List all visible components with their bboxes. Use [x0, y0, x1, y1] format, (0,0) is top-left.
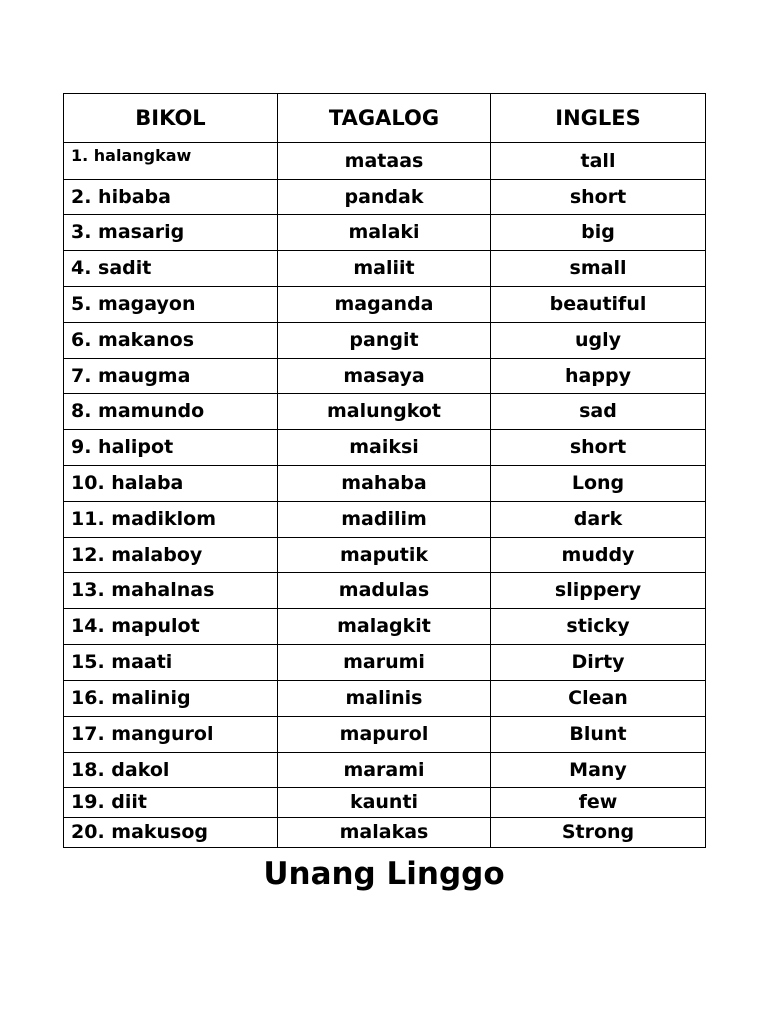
tagalog-cell: pandak [278, 180, 491, 215]
ingles-cell: Long [491, 466, 706, 502]
table-row [64, 788, 706, 818]
page-title: Unang Linggo [263, 856, 505, 892]
bikol-cell: 14. mapulot [64, 609, 278, 645]
ingles-cell: beautiful [491, 287, 706, 323]
tagalog-cell: masaya [278, 359, 491, 394]
bikol-cell: 7. maugma [64, 359, 278, 394]
tagalog-cell: malinis [278, 681, 491, 717]
ingles-cell: big [491, 215, 706, 251]
bikol-cell: 11. madiklom [64, 502, 278, 538]
bikol-cell: 15. maati [64, 645, 278, 681]
table-row [64, 215, 706, 251]
vocabulary-table [63, 93, 706, 848]
ingles-cell: small [491, 251, 706, 287]
ingles-cell: Many [491, 753, 706, 788]
table-row [64, 287, 706, 323]
bikol-cell: 20. makusog [64, 818, 278, 848]
bikol-cell: 16. malinig [64, 681, 278, 717]
ingles-cell: few [491, 788, 706, 818]
table-row [64, 818, 706, 848]
ingles-cell: ugly [491, 323, 706, 359]
table-row [64, 609, 706, 645]
table-row [64, 180, 706, 215]
ingles-cell: slippery [491, 573, 706, 609]
bikol-cell: 2. hibaba [64, 180, 278, 215]
tagalog-cell: pangit [278, 323, 491, 359]
table-row [64, 323, 706, 359]
ingles-cell: dark [491, 502, 706, 538]
bikol-cell: 4. sadit [64, 251, 278, 287]
tagalog-cell: kaunti [278, 788, 491, 818]
ingles-cell: muddy [491, 538, 706, 573]
table-row [64, 681, 706, 717]
ingles-cell: sticky [491, 609, 706, 645]
table-row [64, 394, 706, 430]
tagalog-cell: maliit [278, 251, 491, 287]
tagalog-cell: marami [278, 753, 491, 788]
table-row [64, 645, 706, 681]
bikol-cell: 3. masarig [64, 215, 278, 251]
bikol-cell: 1. halangkaw [64, 143, 278, 180]
tagalog-cell: malungkot [278, 394, 491, 430]
ingles-cell: Strong [491, 818, 706, 848]
bikol-cell: 18. dakol [64, 753, 278, 788]
tagalog-cell: marumi [278, 645, 491, 681]
tagalog-cell: maputik [278, 538, 491, 573]
bikol-cell: 9. halipot [64, 430, 278, 466]
table-row [64, 573, 706, 609]
table-body [64, 143, 706, 848]
table-row [64, 502, 706, 538]
column-header-ingles: INGLES [491, 94, 706, 143]
bikol-cell: 10. halaba [64, 466, 278, 502]
tagalog-cell: madulas [278, 573, 491, 609]
bikol-cell: 19. diit [64, 788, 278, 818]
tagalog-cell: malagkit [278, 609, 491, 645]
bikol-cell: 17. mangurol [64, 717, 278, 753]
ingles-cell: short [491, 430, 706, 466]
bikol-cell: 5. magayon [64, 287, 278, 323]
table-row [64, 359, 706, 394]
table-row [64, 430, 706, 466]
tagalog-cell: mahaba [278, 466, 491, 502]
table-row [64, 538, 706, 573]
table-row [64, 251, 706, 287]
column-header-bikol: BIKOL [64, 94, 278, 143]
table-row [64, 466, 706, 502]
bikol-cell: 8. mamundo [64, 394, 278, 430]
ingles-cell: tall [491, 143, 706, 180]
bikol-cell: 12. malaboy [64, 538, 278, 573]
tagalog-cell: maganda [278, 287, 491, 323]
ingles-cell: Clean [491, 681, 706, 717]
ingles-cell: short [491, 180, 706, 215]
table-row [64, 753, 706, 788]
ingles-cell: happy [491, 359, 706, 394]
ingles-cell: Dirty [491, 645, 706, 681]
tagalog-cell: maiksi [278, 430, 491, 466]
bikol-cell: 6. makanos [64, 323, 278, 359]
ingles-cell: sad [491, 394, 706, 430]
ingles-cell: Blunt [491, 717, 706, 753]
column-header-tagalog: TAGALOG [278, 94, 491, 143]
bikol-cell: 13. mahalnas [64, 573, 278, 609]
table-header-row [64, 94, 706, 143]
tagalog-cell: malakas [278, 818, 491, 848]
tagalog-cell: mataas [278, 143, 491, 180]
tagalog-cell: mapurol [278, 717, 491, 753]
table-row [64, 143, 706, 180]
tagalog-cell: malaki [278, 215, 491, 251]
tagalog-cell: madilim [278, 502, 491, 538]
table-row [64, 717, 706, 753]
